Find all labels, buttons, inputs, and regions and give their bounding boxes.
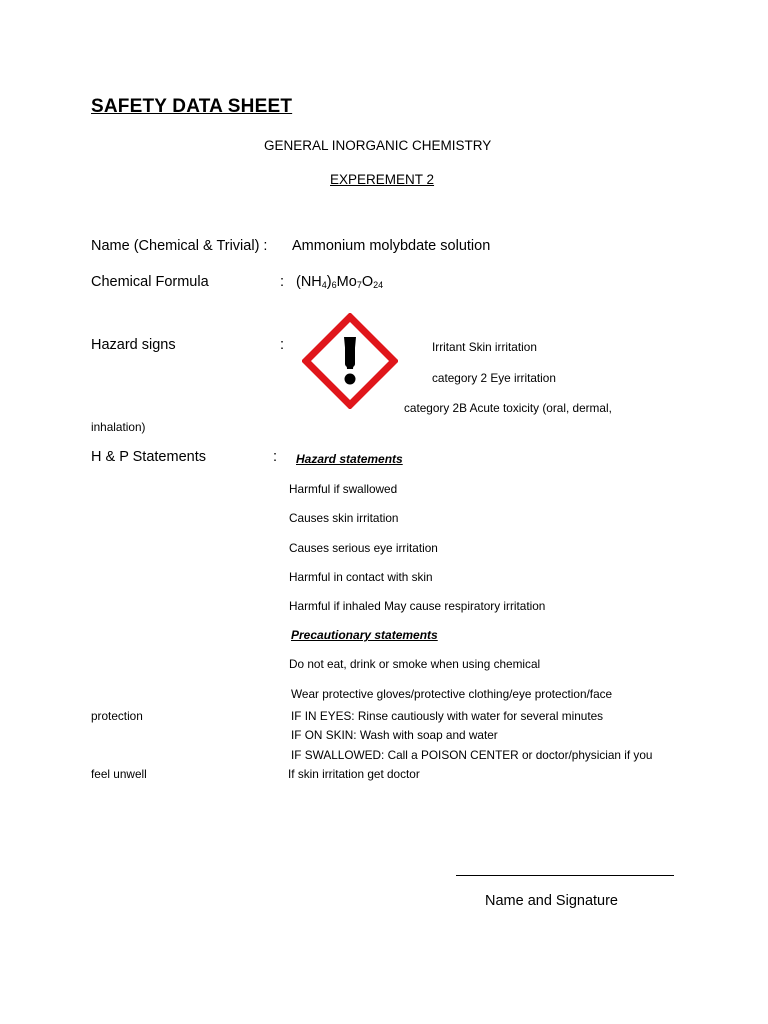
hazard-label: Hazard signs bbox=[91, 337, 176, 353]
hp-label: H & P Statements bbox=[91, 449, 206, 465]
hazard-class-line-4: inhalation) bbox=[91, 420, 146, 434]
precautionary-statement: Wear protective gloves/protective clothing/eye protection/face bbox=[291, 687, 613, 701]
precautionary-statement-continued: protection bbox=[91, 709, 143, 723]
hazard-statements-heading: Hazard statements bbox=[296, 452, 403, 466]
hazard-class-line-3: category 2B Acute toxicity (oral, dermal, bbox=[404, 401, 612, 415]
hazard-statement: Harmful if inhaled May cause respiratory irritation bbox=[289, 599, 546, 613]
precautionary-statement: If skin irritation get doctor bbox=[288, 767, 420, 781]
signature-line bbox=[456, 875, 674, 876]
exclamation-pictogram-icon bbox=[302, 313, 398, 409]
hazard-class-line-2: category 2 Eye irritation bbox=[432, 371, 556, 385]
hazard-statement: Causes serious eye irritation bbox=[289, 541, 438, 555]
document-title: SAFETY DATA SHEET bbox=[91, 96, 293, 117]
precautionary-statement: IF ON SKIN: Wash with soap and water bbox=[291, 728, 498, 742]
course-title: GENERAL INORGANIC CHEMISTRY bbox=[264, 138, 492, 153]
hazard-class-line-1: Irritant Skin irritation bbox=[432, 340, 537, 354]
precautionary-statement: IF SWALLOWED: Call a POISON CENTER or doctor/physician if you bbox=[291, 748, 653, 762]
hazard-statement: Harmful in contact with skin bbox=[289, 570, 433, 584]
precautionary-statement: IF IN EYES: Rinse cautiously with water for several minutes bbox=[291, 709, 604, 723]
formula-label: Chemical Formula bbox=[91, 274, 209, 290]
experiment-title: EXPEREMENT 2 bbox=[330, 172, 435, 187]
hazard-colon: : bbox=[280, 337, 285, 353]
precautionary-statement: Do not eat, drink or smoke when using chemical bbox=[289, 657, 541, 671]
name-value: Ammonium molybdate solution bbox=[292, 238, 491, 254]
hazard-statement: Harmful if swallowed bbox=[289, 482, 398, 496]
hp-colon: : bbox=[273, 449, 278, 465]
name-label: Name (Chemical & Trivial) : bbox=[91, 238, 268, 254]
signature-label: Name and Signature bbox=[485, 893, 618, 909]
precautionary-statements-heading: Precautionary statements bbox=[291, 628, 438, 642]
formula-value: $(NH_4)_6Mo_7O_{24}$ bbox=[296, 274, 384, 290]
hazard-statement: Causes skin irritation bbox=[289, 511, 399, 525]
formula-colon: : bbox=[280, 274, 285, 290]
precautionary-statement-continued: feel unwell bbox=[91, 767, 147, 781]
